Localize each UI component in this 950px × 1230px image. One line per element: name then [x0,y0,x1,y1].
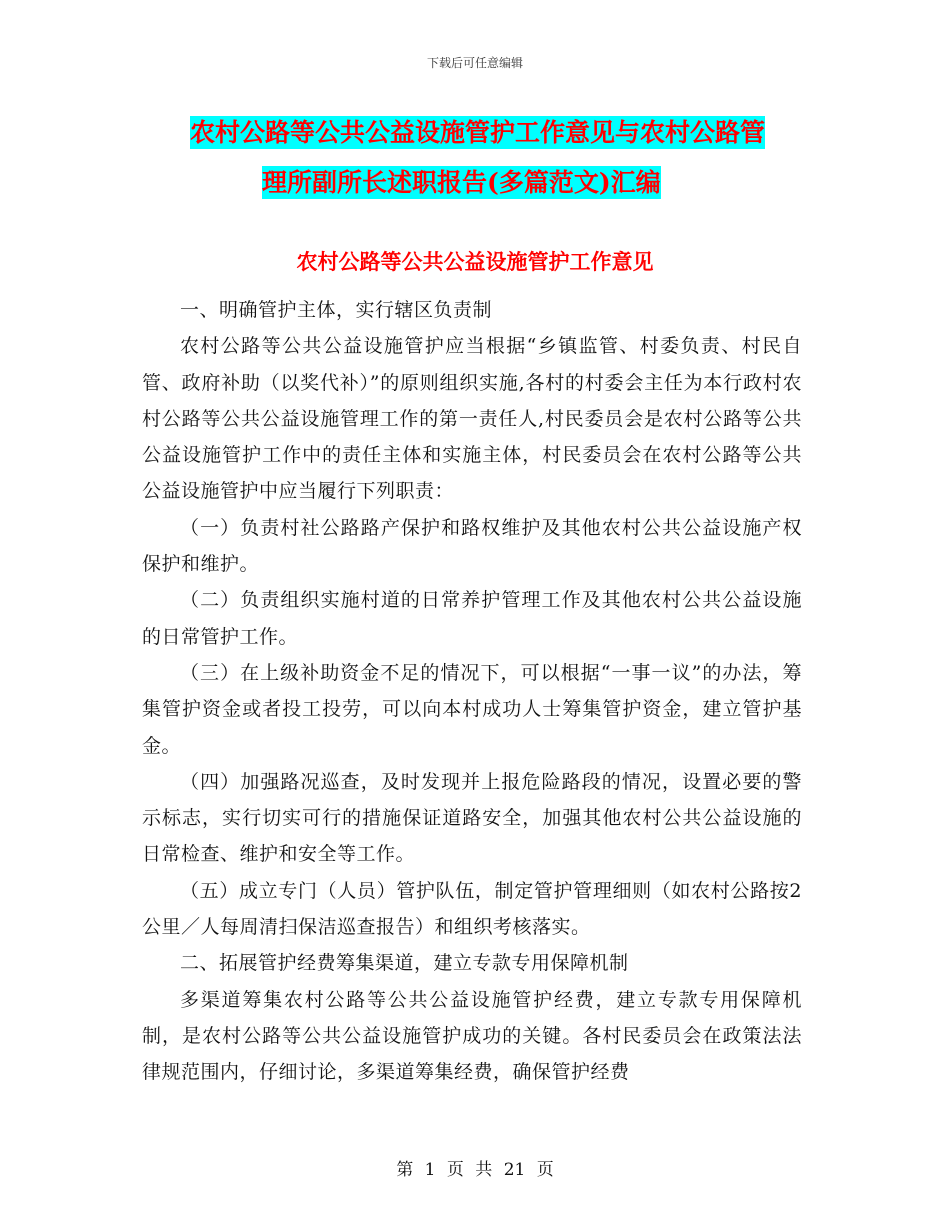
document-title [190,108,810,208]
document-title-line-2: 理所副所长述职报告(多篇范文)汇编 [262,168,661,197]
paragraph: 农村公路等公共公益设施管护应当根据“乡镇监管、村委负责、村民自管、政府补助（以奖代补）”的原则组织实施,各村的村委会主任为本行政村农村公路等公共公益设施管理工作的第一责任人,村民委员会是农村公路等公共公益设施管护工作中的责任主体和实施主体，村民委员会在农村公路等公共公益设施管护中应当履行下列职责： [142,335,802,503]
document-body [142,292,802,1091]
list-item: （一）负责村社公路路产保护和路权维护及其他农村公共公益设施产权保护和维护。 [142,516,802,576]
document-title-line-1: 农村公路等公共公益设施管护工作意见与农村公路管 [190,118,766,147]
section-title: 农村公路等公共公益设施管护工作意见 [296,249,654,274]
list-item: （五）成立专门（人员）管护队伍，制定管护管理细则（如农村公路按2公里／人每周清扫保洁巡查报告）和组织考核落实。 [142,879,802,939]
list-item: （四）加强路况巡查，及时发现并上报危险路段的情况，设置必要的警示标志，实行切实可行的措施保证道路安全，加强其他农村公共公益设施的日常检查、维护和安全等工作。 [142,770,802,866]
list-item: （三）在上级补助资金不足的情况下，可以根据“一事一议”的办法，筹集管护资金或者投工投劳，可以向本村成功人士筹集管护资金，建立管护基金。 [142,661,802,757]
heading-2: 二、拓展管护经费筹集渠道，建立专款专用保障机制 [180,952,629,975]
list-item: （二）负责组织实施村道的日常养护管理工作及其他农村公共公益设施的日常管护工作。 [142,589,802,648]
page-number: 第 1 页 共 21 页 [396,1160,554,1180]
paragraph: 多渠道筹集农村公路等公共公益设施管护经费，建立专款专用保障机制，是农村公路等公共公益设施管护成功的关键。各村民委员会在政策法法律规范围内，仔细讨论，多渠道筹集经费，确保管护经费 [142,988,802,1084]
heading-1: 一、明确管护主体，实行辖区负责制 [180,299,493,321]
header-note: 下载后可任意编辑 [426,56,523,70]
